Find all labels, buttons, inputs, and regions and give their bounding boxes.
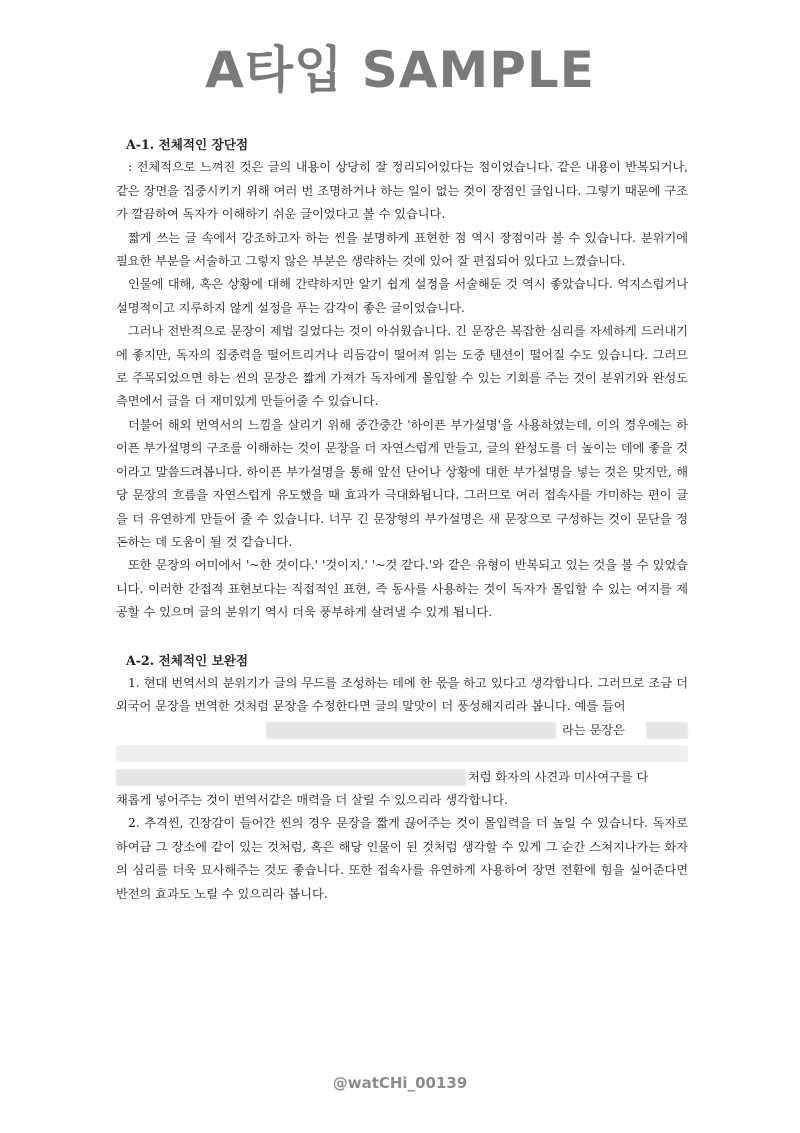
watermark-handle: @watCHi_00139	[332, 1074, 468, 1092]
paragraph-text: 라는 문장은	[562, 722, 625, 737]
section-heading-a1: A-1. 전체적인 장단점	[126, 137, 249, 152]
paragraph: 채롭게 넣어주는 것이 번역서같은 매력을 더 살릴 수 있으리라 생각합니다.	[116, 792, 508, 807]
paragraph: 짧게 쓰는 글 속에서 강조하고자 하는 씬을 분명하게 표현한 점 역시 장점이라 볼 수 있습니다. 분위기에 필요한 부분을 서술하고 그렇지 않은 부분은 생략하는 것에 있어 잘 편집되어 있다고 느꼈습니다.	[116, 230, 688, 269]
redacted-line	[116, 766, 688, 789]
section-heading-a2: A-2. 전체적인 보완점	[126, 652, 249, 668]
redacted-block	[116, 769, 466, 786]
paragraph: 2. 추격씬, 긴장감이 들어간 씬의 경우 문장을 짧게 끊어주는 것이 몰입력을 더 높일 수 있습니다. 독자로 하여금 그 장소에 같이 있는 것처럼, 혹은 해당 인물이 된 것처럼 생각할 수 있게 그 순간 스쳐지나가는 화자의 심리를 더욱 묘사해주는 것도 좋습니다. 또한 접속사를 유연하게 사용하여 장면 전환에 힘을 실어준다면 반전의 효과도 노릴 수 있으리라 봅니다.	[116, 816, 688, 901]
redacted-block	[116, 745, 688, 762]
redacted-line	[116, 742, 688, 765]
paragraph: 인물에 대해, 혹은 상황에 대해 간략하지만 알기 쉽게 설정을 서술해둔 것 역시 좋았습니다. 억지스럽거나 설명적이고 지루하지 않게 설정을 푸는 감각이 좋은 글이었습니다.	[116, 277, 688, 315]
paragraph: 그러나 전반적으로 문장이 제법 길었다는 것이 아쉬웠습니다. 긴 문장은 복잡한 심리를 자세하게 드러내기에 좋지만, 독자의 집중력을 떨어트리거나 리듬감이 떨어져 읽는 도중 텐션이 떨어질 수도 있습니다. 그러므로 주목되었으면 하는 씬의 문장은 짧게 가져가 독자에게 몰입할 수 있는 기회를 주는 것이 분위기와 완성도 측면에서 글을 더 재미있게 만들어줄 수 있습니다.	[116, 324, 688, 409]
redacted-block	[646, 722, 688, 739]
document-body	[116, 133, 688, 906]
redacted-block	[266, 722, 556, 739]
redacted-line	[116, 719, 688, 742]
paragraph	[116, 672, 688, 719]
paragraph-text: 1. 현대 번역서의 분위기가 글의 무드를 조성하는 데에 한 몫을 하고 있다고 생각합니다. 그러므로 조금 더 외국어 문장을 번역한 것처럼 문장을 수정한다면 글의 말맛이 더 풍성해지리라 봅니다. 예를 들어	[116, 675, 688, 714]
paragraph: 더불어 해외 번역서의 느낌을 살리기 위해 중간중간 '하이픈 부가설명'을 사용하였는데, 이의 경우에는 하이픈 부가설명의 구조를 이해하는 것이 문장을 더 자연스럽게 만들고, 글의 완성도를 더 높이는 데에 좋을 것이라고 말씀드려봅니다. 하이픈 부가설명을 통해 앞선 단어나 상황에 대한 부가설명을 넣는 것은 맞지만, 해당 문장의 흐름을 자연스럽게 유도했을 때 효과가 극대화됩니다. 그러므로 여러 접속사를 가미하는 편이 글을 더 유연하게 만들어 줄 수 있습니다. 너무 긴 문장형의 부가설명은 새 문장으로 구성하는 것이 문단을 정돈하는 데 도움이 될 것 같습니다.	[116, 417, 688, 549]
paragraph: : 전체적으로 느껴진 것은 글의 내용이 상당히 잘 정리되어있다는 점이었습니다. 같은 내용이 반복되거나, 같은 장면을 집중시키기 위해 여러 번 조명하거나 하는 일이 없는 것이 장점인 글입니다. 그렇기 때문에 구조가 깔끔하여 독자가 이해하기 쉬운 글이었다고 볼 수 있습니다.	[116, 160, 688, 222]
paragraph-text: 처럼 화자의 사견과 미사여구를 다	[468, 769, 649, 784]
sample-banner-title: A타입 SAMPLE	[205, 41, 595, 99]
paragraph: 또한 문장의 어미에서 '~한 것이다.' '것이지.' '~것 같다.'와 같은 유형이 반복되고 있는 것을 볼 수 있었습니다. 이러한 간접적 표현보다는 직접적인 표현, 즉 동사를 사용하는 것이 독자가 몰입할 수 있는 여지를 제공할 수 있으며 글의 분위기 역시 더욱 풍부하게 살려낼 수 있게 됩니다.	[116, 558, 688, 620]
